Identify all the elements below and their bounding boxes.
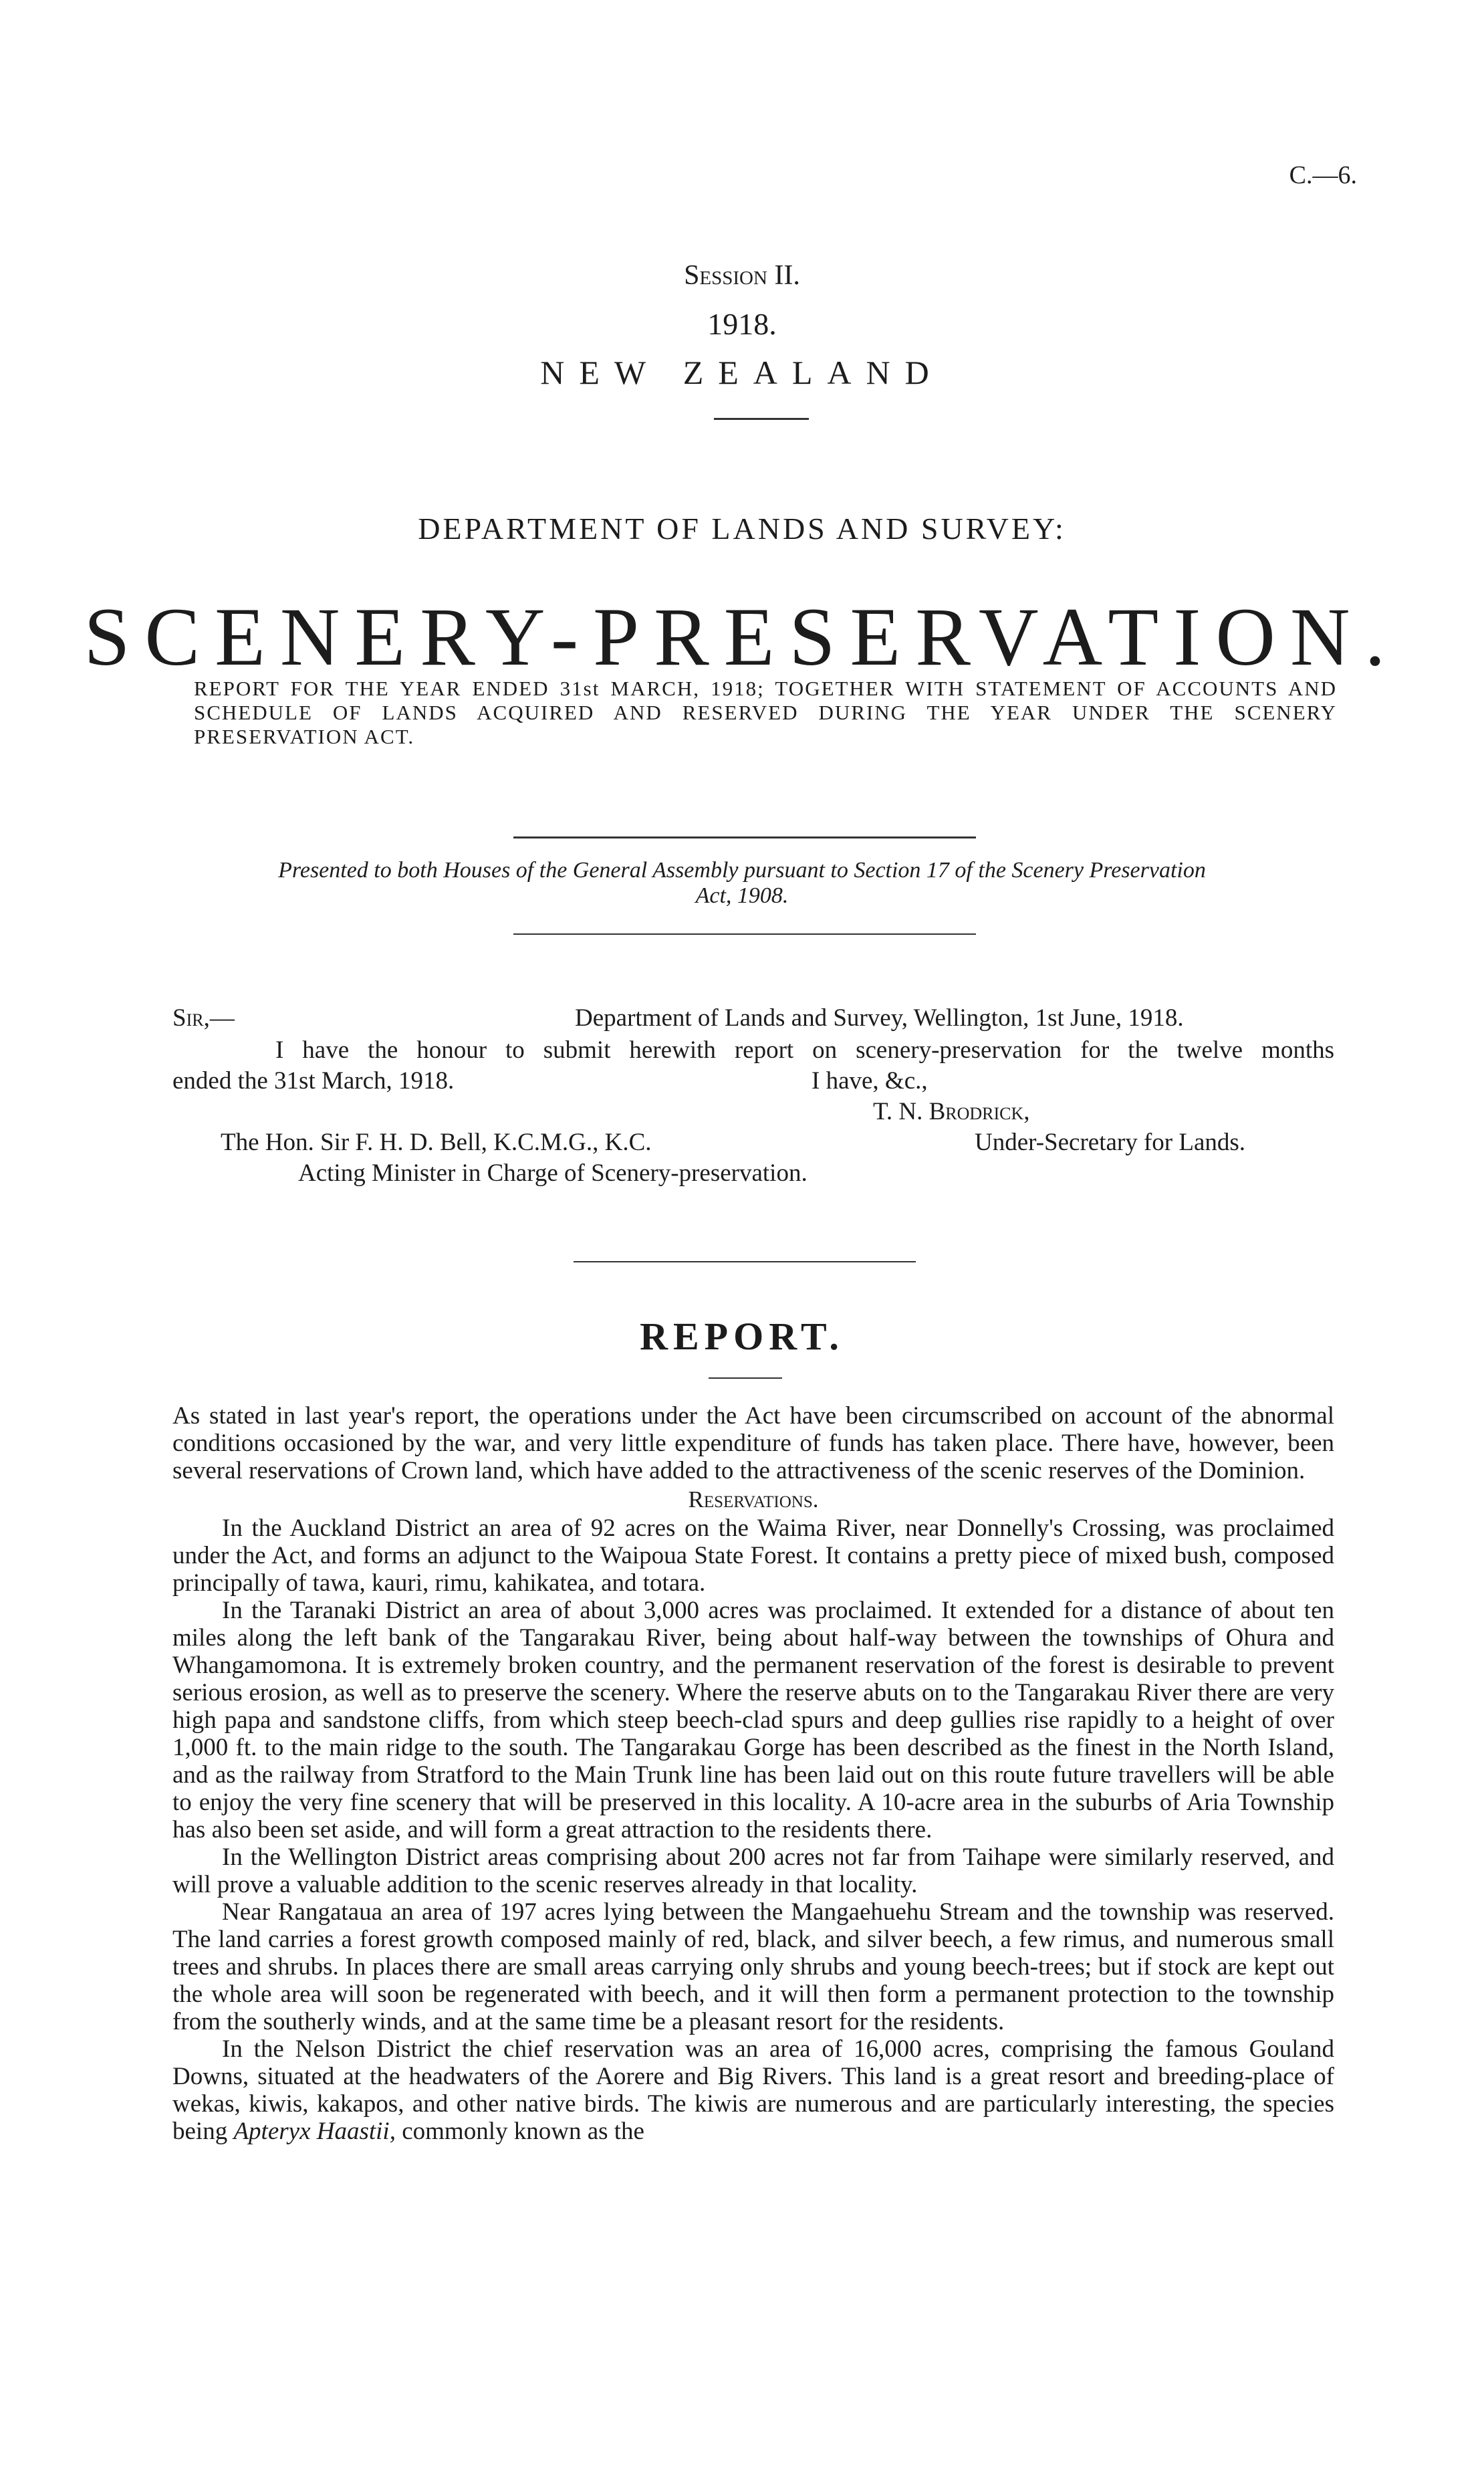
department-title: DEPARTMENT OF LANDS AND SURVEY: xyxy=(418,512,1066,546)
session-label: Session II. xyxy=(684,260,800,291)
main-title: SCENERY-PRESERVATION. xyxy=(84,591,1400,683)
report-heading: REPORT. xyxy=(640,1315,844,1358)
report-paragraph: Near Rangataua an area of 197 acres lying between the Mangaehuehu Stream and the township was reserved. The land carries a forest growth composed mainly of red, black, and silver beech, a few rimus, and numerous small trees and shrubs. In places there are small areas carrying only shrubs and young beech-trees; but if stock are kept out the whole area will soon be regenerated with beech, and it will then form a permanent protection to the township from the southerly winds, and at the same time be a pleasant resort for the residents. xyxy=(172,1898,1334,2035)
report-body xyxy=(172,1402,1334,2145)
divider xyxy=(714,418,809,420)
letter-body-line: I have the honour to submit herewith report on scenery-preservation for the twelve months xyxy=(275,1036,1334,1064)
letter-closing: I have, &c., xyxy=(812,1067,928,1095)
country-label: NEW ZEALAND xyxy=(540,354,944,391)
letter-body xyxy=(172,1035,1334,1066)
year-label: 1918. xyxy=(707,307,777,341)
letter-dateline: Department of Lands and Survey, Wellington, 1st June, 1918. xyxy=(575,1004,1184,1032)
report-paragraph xyxy=(172,2035,1334,2145)
document-id: C.—6. xyxy=(1289,161,1357,189)
section-heading: Reservations. xyxy=(688,1486,819,1512)
addressee-title: Acting Minister in Charge of Scenery-preservation. xyxy=(298,1159,808,1187)
presented-note: Presented to both Houses of the General Assembly pursuant to Section 17 of the Scenery Preservation Act, 1908. xyxy=(278,858,1206,908)
report-paragraph: As stated in last year's report, the operations under the Act have been circumscribed on account of the abnormal conditions occasioned by the war, and very little expenditure of funds has taken place. There have, however, been several reservations of Crown land, which have added to the attractiveness of the scenic reserves of the Dominion. xyxy=(172,1402,1334,1484)
letter-salutation: Sir,— xyxy=(172,1004,235,1032)
signer-name: T. N. Brodrick, xyxy=(873,1098,1030,1125)
signer-title: Under-Secretary for Lands. xyxy=(975,1129,1246,1156)
letter-addressee: The Hon. Sir F. H. D. Bell, K.C.M.G., K.C. xyxy=(221,1129,652,1156)
report-paragraph: In the Taranaki District an area of about 3,000 acres was proclaimed. It extended for a distance of about ten miles along the left bank of the Tangarakau River, being about half-way between the townships of Ohura and Whangamomona. It is extremely broken country, and the permanent reservation of the forest is desirable to prevent serious erosion, as well as to preserve the scenery. Where the reserve abuts on to the Tangarakau River there are very high papa and sandstone cliffs, from which steep beech-clad spurs and deep gullies rise rapidly to a height of over 1,000 ft. to the main ridge to the south. The Tangarakau Gorge has been described as the finest in the North Island, and as the railway from Stratford to the Main Trunk line has been laid out on this route future travellers will be able to enjoy the very fine scenery that will be preserved in this locality. A 10-acre area in the suburbs of Aria Township has also been set aside, and will form a great attraction to the residents there. xyxy=(172,1597,1334,1843)
divider xyxy=(709,1377,782,1379)
letter-signer xyxy=(873,1097,1030,1127)
report-paragraph: In the Auckland District an area of 92 acres on the Waima River, near Donnelly's Crossing, was proclaimed under the Act, and forms an adjunct to the Waipoua State Forest. It contains a pretty piece of mixed bush, composed principally of tawa, kauri, rimu, kahikatea, and totara. xyxy=(172,1514,1334,1597)
divider xyxy=(513,836,976,838)
letter-body-line: ended the 31st March, 1918. xyxy=(172,1067,455,1095)
report-subtitle: REPORT FOR THE YEAR ENDED 31st MARCH, 1918; TOGETHER WITH STATEMENT OF ACCOUNTS AND SCHEDULE OF LANDS ACQUIRED AND RESERVED DURING THE YEAR UNDER THE SCENERY PRESERVATION ACT. xyxy=(194,677,1337,748)
report-paragraph: In the Wellington District areas comprising about 200 acres not far from Taihape were similarly reserved, and will prove a valuable addition to the scenic reserves already in that locality. xyxy=(172,1843,1334,1898)
paragraph-text: commonly known as the xyxy=(402,2118,644,2145)
paragraph-text: In the Nelson District the chief reservation was an area of 16,000 acres, comprising the famous Gouland Downs, situated at the headwaters of the Aorere and Big Rivers. This land is a great resort and breeding-place of wekas, kiwis, kakapos, and other native birds. The kiwis are numerous and are particularly interesting, the species being xyxy=(172,2035,1334,2145)
divider xyxy=(574,1261,916,1262)
divider xyxy=(513,933,976,935)
species-name: Apteryx Haastii, xyxy=(233,2118,396,2145)
